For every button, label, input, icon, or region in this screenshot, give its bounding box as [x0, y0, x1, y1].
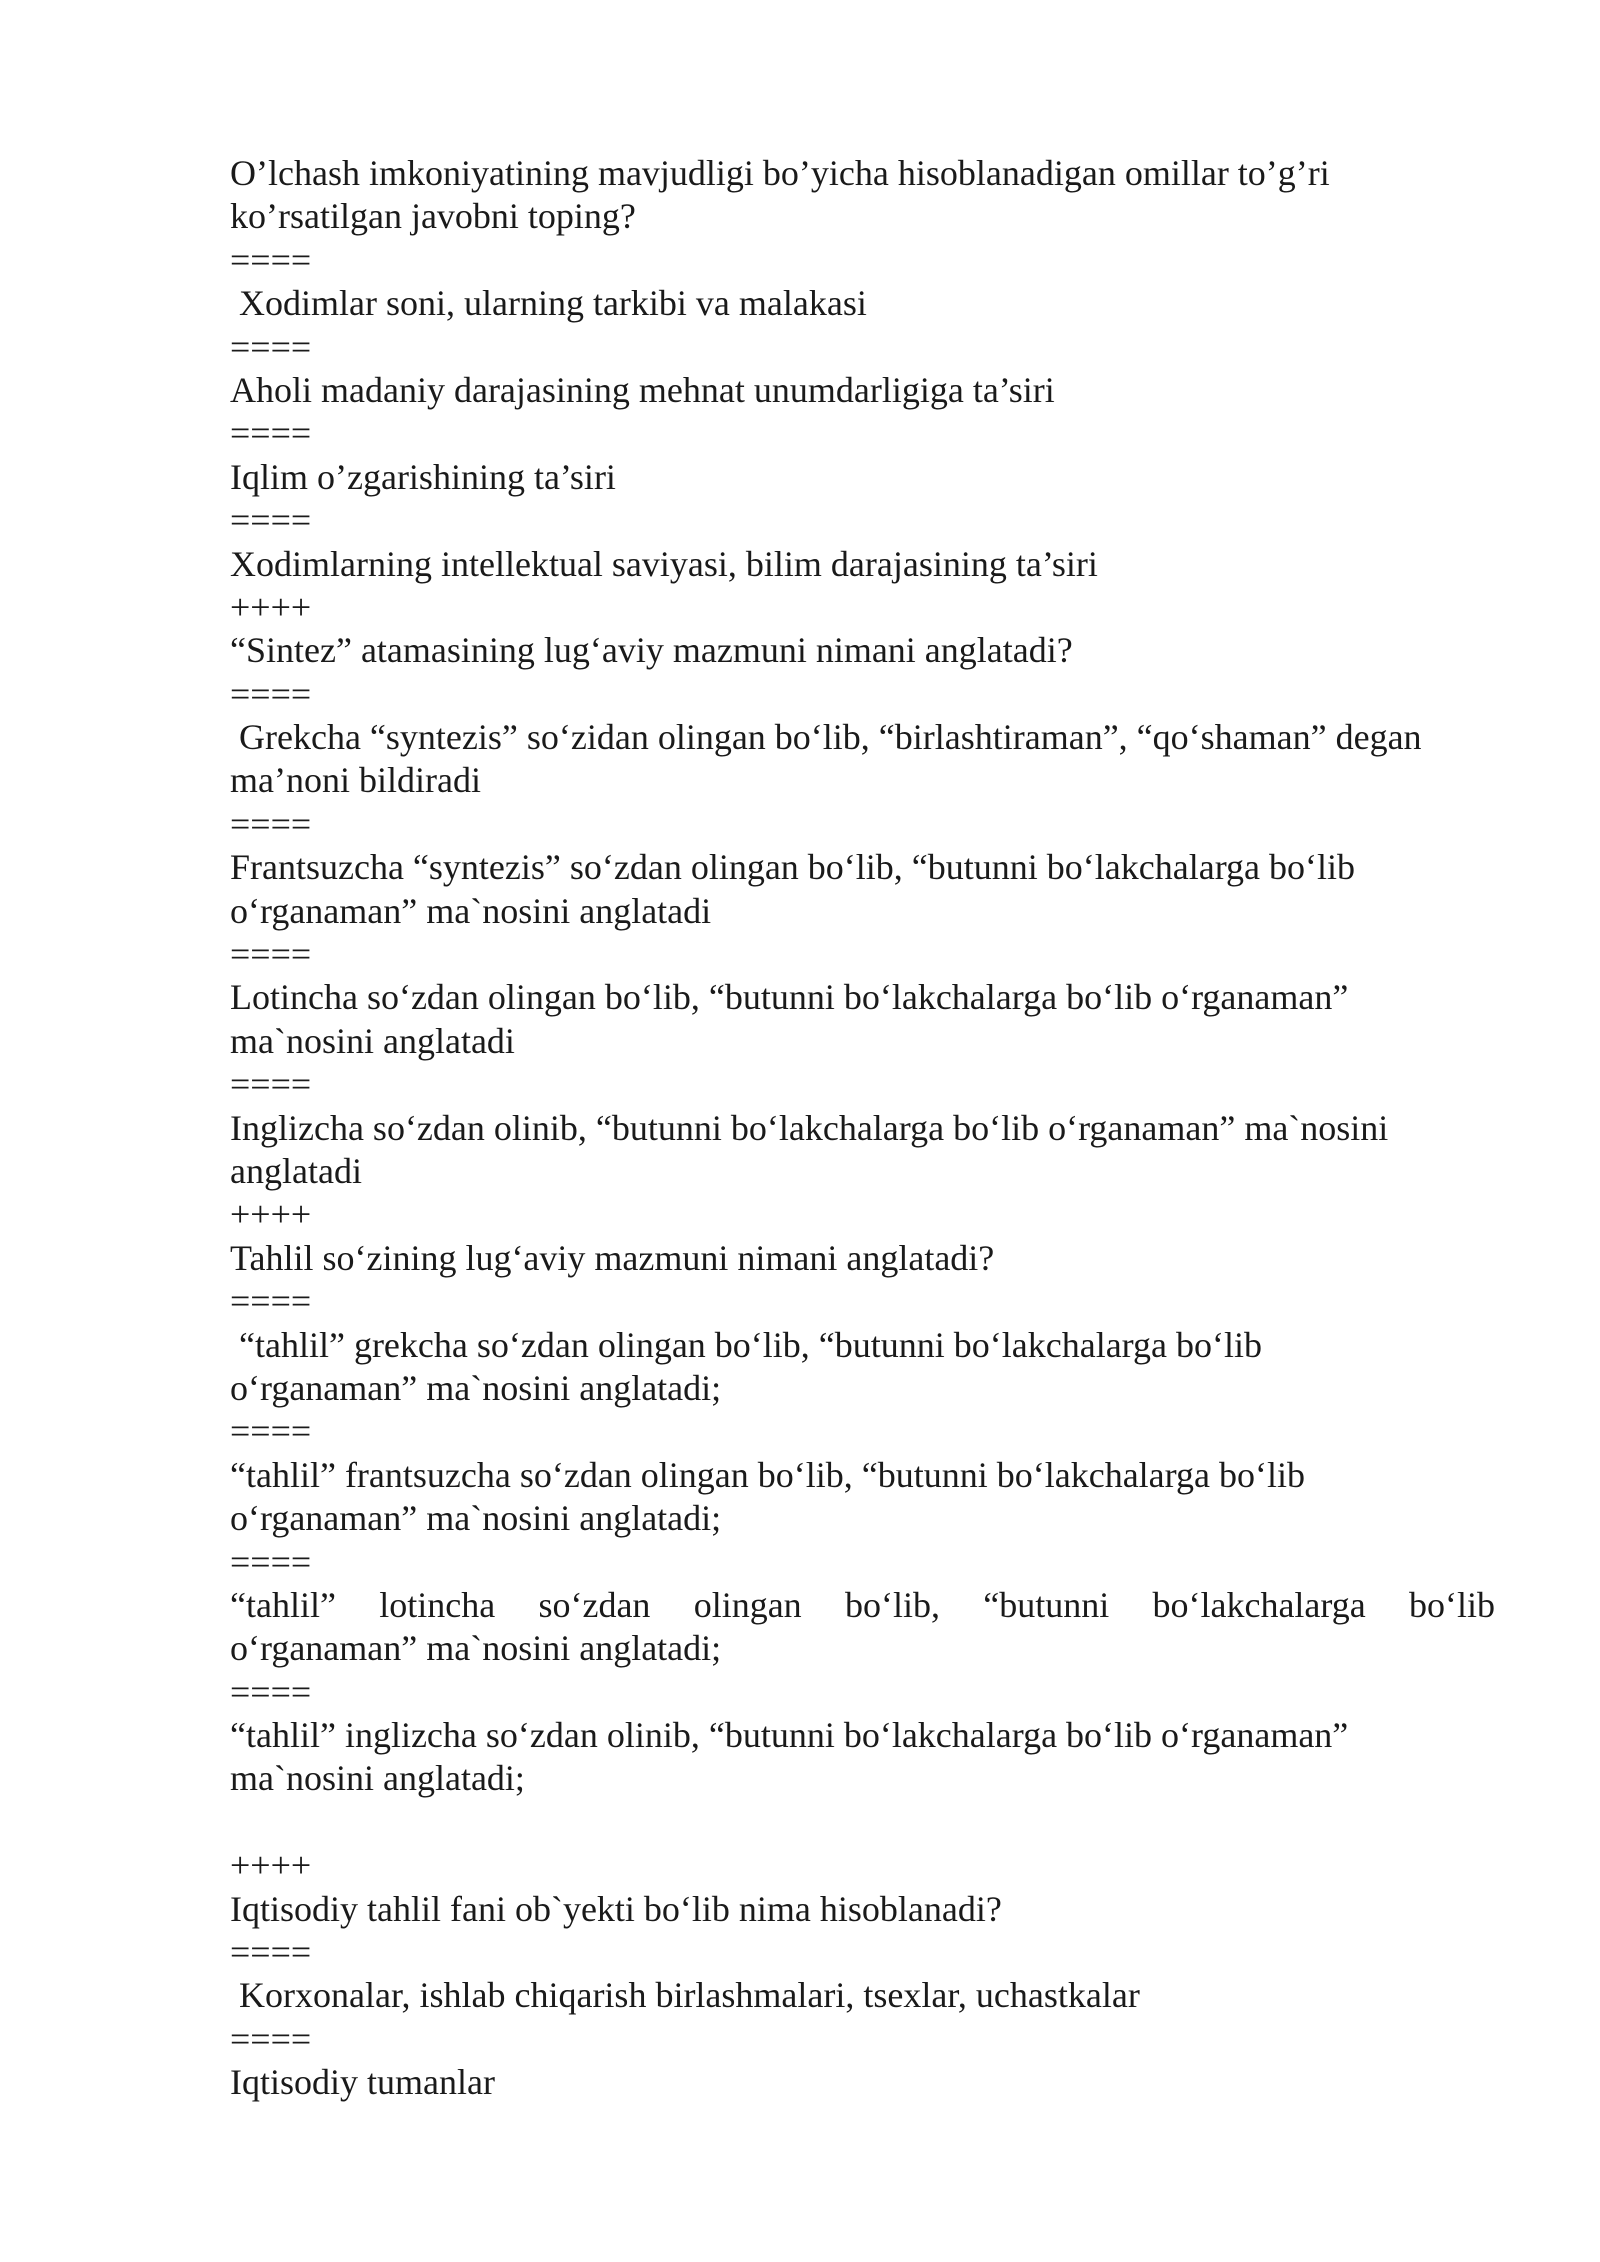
answer-line: o‘rganaman” ma`nosini anglatadi; [230, 1628, 722, 1669]
answer-line: Xodimlarning intellektual saviyasi, bilim darajasining ta’siri [230, 543, 1098, 584]
separator: ==== [230, 803, 312, 844]
separator: ==== [230, 1541, 312, 1582]
answer-line: Aholi madaniy darajasining mehnat unumdarligiga ta’siri [230, 369, 1055, 410]
answer-line: Frantsuzcha “syntezis” so‘zdan olingan bo‘lib, “butunni bo‘lakchalarga bo‘lib [230, 847, 1355, 888]
question-line: Tahlil so‘zining lug‘aviy mazmuni nimani anglatadi? [230, 1237, 995, 1278]
separator: ==== [230, 934, 312, 975]
answer-line: “tahlil” inglizcha so‘zdan olinib, “butunni bo‘lakchalarga bo‘lib o‘rganaman” [230, 1715, 1349, 1756]
question-separator: ++++ [230, 586, 312, 627]
document-text [230, 152, 1495, 2105]
answer-line: Inglizcha so‘zdan olinib, “butunni bo‘lakchalarga bo‘lib o‘rganaman” ma`nosini [230, 1107, 1389, 1148]
question-separator: ++++ [230, 1845, 312, 1886]
answer-line: o‘rganaman” ma`nosini anglatadi; [230, 1498, 722, 1539]
answer-line: o‘rganaman” ma`nosini anglatadi; [230, 1367, 722, 1408]
separator: ==== [230, 1411, 312, 1452]
answer-line: “tahlil” grekcha so‘zdan olingan bo‘lib, “butunni bo‘lakchalarga bo‘lib [230, 1324, 1262, 1365]
separator: ==== [230, 1671, 312, 1712]
answer-line: o‘rganaman” ma`nosini anglatadi [230, 890, 712, 931]
separator: ==== [230, 413, 312, 454]
answer-line: anglatadi [230, 1150, 362, 1191]
answer-line: Xodimlar soni, ularning tarkibi va malakasi [230, 283, 867, 324]
separator: ==== [230, 1932, 312, 1973]
question-line: ko’rsatilgan javobni toping? [230, 196, 636, 237]
answer-line: “tahlil” frantsuzcha so‘zdan olingan bo‘lib, “butunni bo‘lakchalarga bo‘lib [230, 1454, 1305, 1495]
answer-line: Korxonalar, ishlab chiqarish birlashmalari, tsexlar, uchastkalar [230, 1975, 1140, 2016]
answer-line: ma`nosini anglatadi; [230, 1758, 525, 1799]
separator: ==== [230, 500, 312, 541]
answer-line: ma`nosini anglatadi [230, 1020, 515, 1061]
separator: ==== [230, 673, 312, 714]
blank-line [230, 1801, 1495, 1844]
answer-line: ma’noni bildiradi [230, 760, 481, 801]
separator: ==== [230, 2018, 312, 2059]
answer-line: Lotincha so‘zdan olingan bo‘lib, “butunni bo‘lakchalarga bo‘lib o‘rganaman” [230, 977, 1349, 1018]
answer-line: Iqlim o’zgarishining ta’siri [230, 456, 616, 497]
answer-line-justified: “tahlil” lotincha so‘zdan olingan bo‘lib, “butunni bo‘lakchalarga bo‘lib [230, 1584, 1495, 1625]
separator: ==== [230, 326, 312, 367]
answer-line: Grekcha “syntezis” so‘zidan olingan bo‘lib, “birlashtiraman”, “qo‘shaman” degan [230, 717, 1422, 758]
question-line: “Sintez” atamasining lug‘aviy mazmuni nimani anglatadi? [230, 630, 1073, 671]
question-line: O’lchash imkoniyatining mavjudligi bo’yicha hisoblanadigan omillar to’g’ri [230, 153, 1330, 193]
separator: ==== [230, 1064, 312, 1105]
separator: ==== [230, 1281, 312, 1322]
question-separator: ++++ [230, 1194, 312, 1235]
answer-line: Iqtisodiy tumanlar [230, 2062, 495, 2103]
question-line: Iqtisodiy tahlil fani ob`yekti bo‘lib nima hisoblanadi? [230, 1888, 1002, 1929]
separator: ==== [230, 239, 312, 280]
